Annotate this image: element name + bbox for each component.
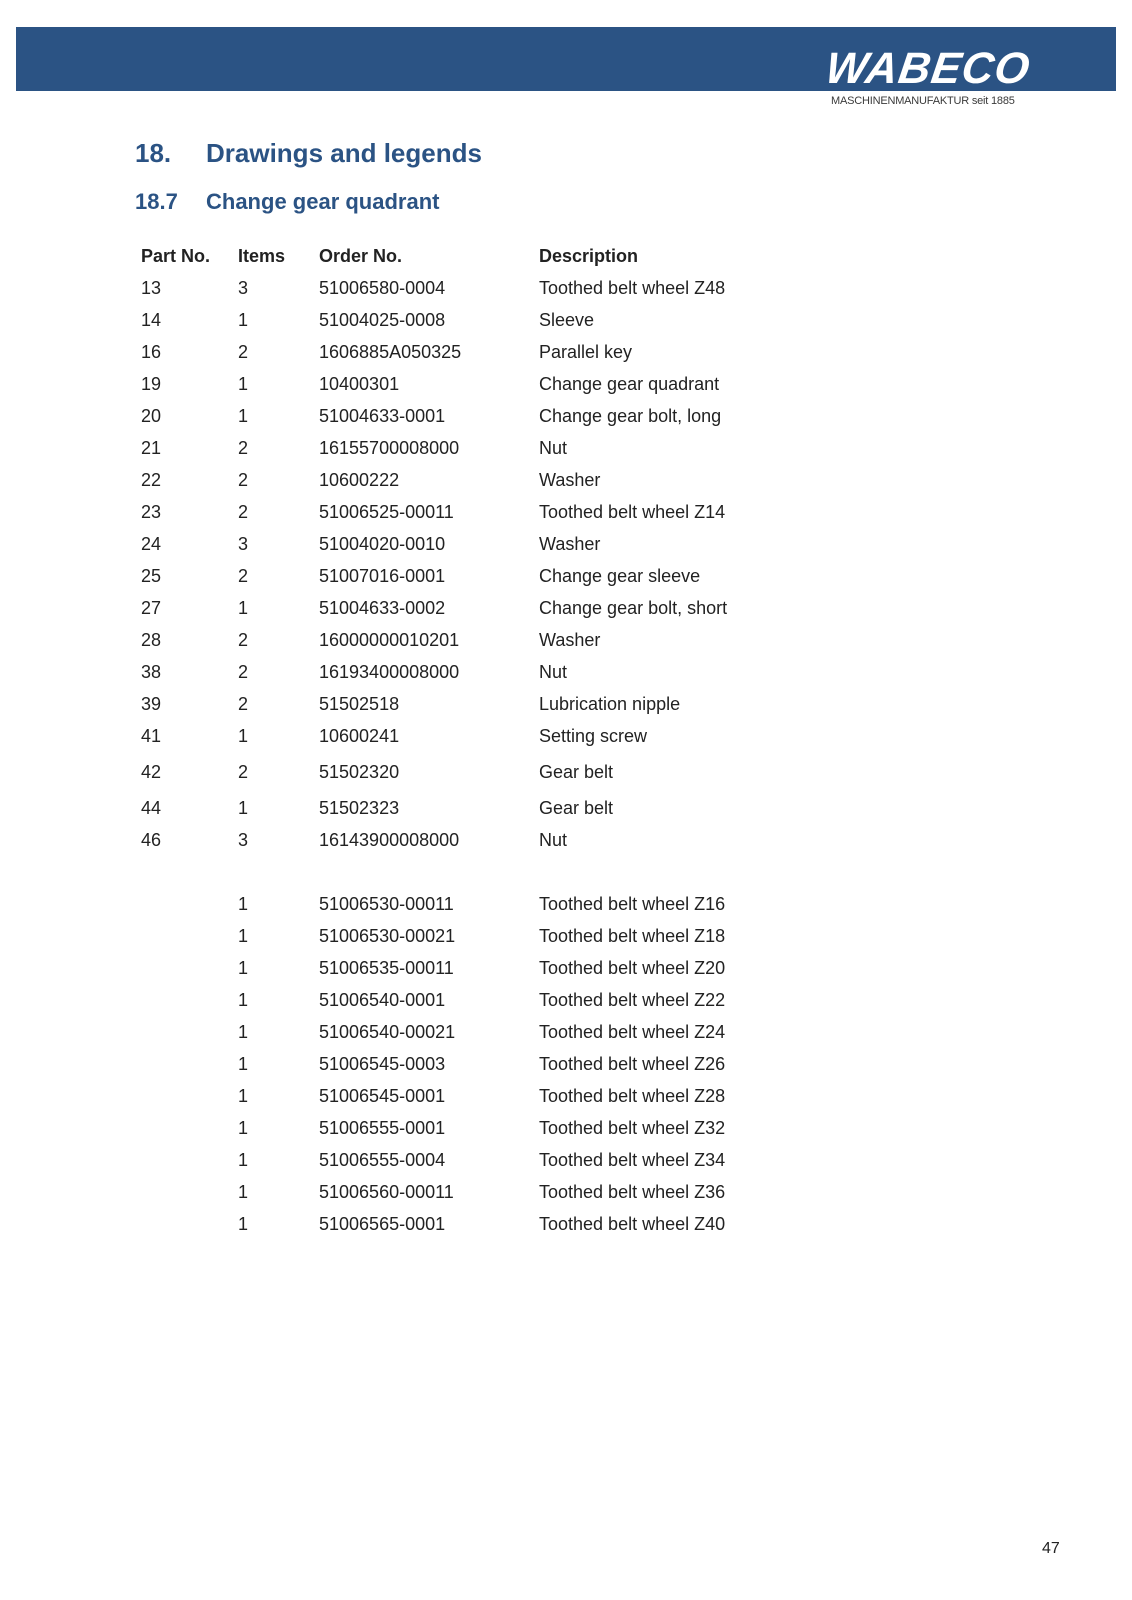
cell-description: Change gear quadrant (539, 374, 720, 394)
cell-order-no: 51006535-00011 (319, 958, 454, 978)
cell-description: Toothed belt wheel Z20 (539, 958, 726, 978)
cell-items: 3 (238, 278, 249, 298)
cell-description: Toothed belt wheel Z40 (539, 1214, 726, 1234)
header-part-no: Part No. (141, 246, 211, 266)
cell-items: 2 (238, 694, 249, 714)
cell-order-no: 51006565-0001 (319, 1214, 446, 1234)
cell-order-no: 51006530-00011 (319, 894, 454, 914)
cell-part-no: 22 (141, 470, 162, 490)
cell-order-no: 51502518 (319, 694, 400, 714)
cell-order-no: 1606885A050325 (319, 342, 462, 362)
cell-part-no: 44 (141, 798, 162, 818)
cell-items: 1 (238, 310, 249, 330)
cell-part-no: 13 (141, 278, 162, 298)
cell-items: 2 (238, 762, 249, 782)
wabeco-logo: WABECO (822, 44, 1034, 93)
cell-order-no: 51006530-00021 (319, 926, 456, 946)
cell-part-no: 24 (141, 534, 162, 554)
cell-order-no: 16193400008000 (319, 662, 460, 682)
cell-description: Toothed belt wheel Z16 (539, 894, 726, 914)
cell-items: 1 (238, 1214, 249, 1234)
cell-order-no: 51006555-0004 (319, 1150, 446, 1170)
cell-items: 1 (238, 1182, 249, 1202)
cell-part-no: 16 (141, 342, 162, 362)
cell-items: 2 (238, 566, 249, 586)
cell-order-no: 51007016-0001 (319, 566, 446, 586)
cell-order-no: 10400301 (319, 374, 400, 394)
cell-part-no: 28 (141, 630, 162, 650)
cell-items: 2 (238, 470, 249, 490)
cell-order-no: 51004025-0008 (319, 310, 446, 330)
cell-part-no: 38 (141, 662, 162, 682)
cell-description: Nut (539, 830, 568, 850)
cell-order-no: 51004020-0010 (319, 534, 446, 554)
cell-order-no: 51004633-0002 (319, 598, 446, 618)
cell-description: Toothed belt wheel Z32 (539, 1118, 726, 1138)
cell-items: 1 (238, 894, 249, 914)
cell-description: Toothed belt wheel Z26 (539, 1054, 726, 1074)
brand-tagline: MASCHINENMANUFAKTUR seit 1885 (831, 95, 1015, 107)
cell-items: 3 (238, 830, 249, 850)
cell-description: Toothed belt wheel Z36 (539, 1182, 726, 1202)
cell-description: Change gear bolt, short (539, 598, 728, 618)
cell-description: Change gear sleeve (539, 566, 701, 586)
cell-part-no: 41 (141, 726, 162, 746)
cell-items: 1 (238, 374, 249, 394)
cell-description: Gear belt (539, 798, 614, 818)
cell-items: 1 (238, 958, 249, 978)
cell-part-no: 46 (141, 830, 162, 850)
cell-description: Toothed belt wheel Z24 (539, 1022, 726, 1042)
cell-description: Toothed belt wheel Z48 (539, 278, 726, 298)
cell-description: Sleeve (539, 310, 595, 330)
cell-part-no: 14 (141, 310, 162, 330)
cell-part-no: 21 (141, 438, 162, 458)
cell-order-no: 10600222 (319, 470, 400, 490)
cell-items: 2 (238, 662, 249, 682)
cell-items: 2 (238, 502, 249, 522)
cell-description: Washer (539, 470, 601, 490)
cell-description: Lubrication nipple (539, 694, 681, 714)
cell-items: 1 (238, 990, 249, 1010)
cell-order-no: 16000000010201 (319, 630, 460, 650)
cell-items: 1 (238, 1054, 249, 1074)
cell-order-no: 51006540-00021 (319, 1022, 456, 1042)
section-title: Drawings and legends (206, 138, 482, 168)
page-number: 47 (1042, 1540, 1060, 1557)
cell-items: 3 (238, 534, 249, 554)
cell-items: 2 (238, 438, 249, 458)
cell-order-no: 51502323 (319, 798, 400, 818)
section-number: 18. (135, 138, 172, 168)
cell-part-no: 39 (141, 694, 162, 714)
cell-description: Change gear bolt, long (539, 406, 722, 426)
header-items: Items (238, 246, 286, 266)
header-order-no: Order No. (319, 246, 403, 266)
cell-items: 1 (238, 1022, 249, 1042)
cell-part-no: 25 (141, 566, 162, 586)
cell-description: Nut (539, 438, 568, 458)
cell-order-no: 51006540-0001 (319, 990, 446, 1010)
cell-order-no: 51006545-0001 (319, 1086, 446, 1106)
header-description: Description (539, 246, 639, 266)
cell-part-no: 42 (141, 762, 162, 782)
cell-order-no: 51004633-0001 (319, 406, 446, 426)
cell-items: 1 (238, 1118, 249, 1138)
cell-order-no: 51006525-00011 (319, 502, 454, 522)
cell-items: 2 (238, 342, 249, 362)
cell-items: 1 (238, 598, 249, 618)
cell-description: Toothed belt wheel Z34 (539, 1150, 726, 1170)
cell-description: Washer (539, 534, 601, 554)
cell-items: 1 (238, 406, 249, 426)
cell-description: Parallel key (539, 342, 633, 362)
cell-part-no: 27 (141, 598, 162, 618)
cell-order-no: 51006560-00011 (319, 1182, 454, 1202)
subsection-number: 18.7 (135, 189, 178, 214)
cell-items: 1 (238, 926, 249, 946)
cell-order-no: 51006555-0001 (319, 1118, 446, 1138)
cell-order-no: 51006545-0003 (319, 1054, 446, 1074)
cell-order-no: 51502320 (319, 762, 400, 782)
cell-description: Toothed belt wheel Z28 (539, 1086, 726, 1106)
cell-items: 1 (238, 1150, 249, 1170)
cell-description: Gear belt (539, 762, 614, 782)
cell-description: Nut (539, 662, 568, 682)
cell-description: Setting screw (539, 726, 648, 746)
cell-items: 1 (238, 1086, 249, 1106)
cell-description: Toothed belt wheel Z18 (539, 926, 726, 946)
subsection-title: Change gear quadrant (206, 189, 440, 214)
cell-items: 1 (238, 726, 249, 746)
cell-description: Washer (539, 630, 601, 650)
cell-items: 1 (238, 798, 249, 818)
cell-description: Toothed belt wheel Z14 (539, 502, 726, 522)
cell-part-no: 23 (141, 502, 162, 522)
cell-items: 2 (238, 630, 249, 650)
cell-order-no: 10600241 (319, 726, 400, 746)
cell-part-no: 20 (141, 406, 162, 426)
cell-order-no: 51006580-0004 (319, 278, 446, 298)
cell-order-no: 16155700008000 (319, 438, 460, 458)
cell-order-no: 16143900008000 (319, 830, 460, 850)
cell-description: Toothed belt wheel Z22 (539, 990, 726, 1010)
cell-part-no: 19 (141, 374, 162, 394)
